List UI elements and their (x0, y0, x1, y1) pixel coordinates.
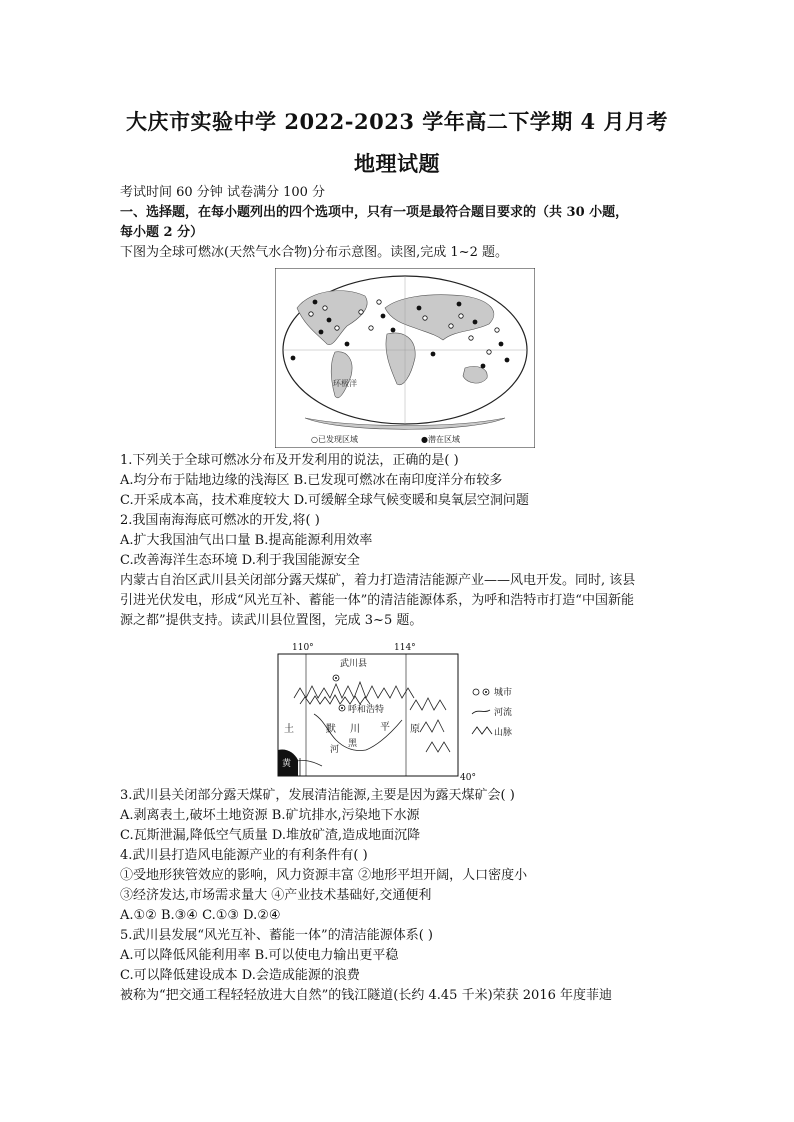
province-label: 黄 (282, 759, 292, 769)
river-char-label: 河 (330, 745, 340, 755)
plain-char-2: 默 (326, 724, 336, 735)
plain-char-3: 川 (350, 724, 360, 735)
longitude-right-label: 114° (394, 643, 416, 653)
question-3-options-cd: C.瓦斯泄漏,降低空气质量 D.堆放矿渣,造成地面沉降 (120, 828, 421, 843)
question-5-options-ab: A.可以降低风能利用率 B.可以使电力输出更平稳 (120, 948, 399, 963)
question-4-items-34: ③经济发达,市场需求量大 ④产业技术基础好,交通便利 (120, 888, 432, 903)
intro-text-2-line3: 源之都”提供支持。读武川县位置图，完成 3~5 题。 (120, 613, 423, 628)
legend-river-icon (472, 710, 490, 714)
city-hohhot-marker (339, 705, 345, 711)
intro-text-2-line1: 内蒙古自治区武川县关闭部分露天煤矿，着力打造清洁能源产业——风电开发。同时, 该县 (120, 573, 636, 588)
section-heading-line1: 一、选择题，在每小题列出的四个选项中，只有一项是最符合题目要求的（共 30 小题， (120, 205, 629, 220)
question-4-items-12: ①受地形狭管效应的影响，风力资源丰富 ②地形平坦开阔，人口密度小 (120, 868, 528, 883)
question-1-stem: 1.下列关于全球可燃冰分布及开发利用的说法，正确的是( ) (120, 453, 459, 468)
question-5-options-cd: C.可以降低建设成本 D.会造成能源的浪费 (120, 968, 360, 983)
legend-found: ○已发现区域 (311, 435, 358, 444)
question-2-stem: 2.我国南海海底可燃冰的开发,将( ) (120, 513, 320, 528)
question-2-options-cd: C.改善海洋生态环境 D.利于我国能源安全 (120, 553, 360, 568)
exam-title: 大庆市实验中学 2022-2023 学年高二下学期 4 月月考 (126, 109, 668, 134)
legend-city-label: 城市 (494, 688, 513, 698)
ocean-label: 环极洋 (333, 379, 357, 388)
intro-text-2-line2: 引进光伏发电，形成“风光互补、蓄能一体”的清洁能源体系，为呼和浩特市打造“中国新能 (120, 593, 634, 608)
legend-mountain-icon (472, 727, 492, 734)
section-heading-line2: 每小题 2 分） (120, 225, 204, 240)
exam-subtitle: 地理试题 (354, 151, 440, 176)
exam-info: 考试时间 60 分钟 试卷满分 100 分 (120, 185, 326, 200)
question-1-options-cd: C.开采成本高，技术难度较大 D.可缓解全球气候变暖和臭氧层空洞问题 (120, 493, 529, 508)
question-3-stem: 3.武川县关闭部分露天煤矿，发展清洁能源,主要是因为露天煤矿会( ) (120, 788, 515, 803)
city-hohhot-label: 呼和浩特 (348, 705, 385, 715)
city-wuchuan-label: 武川县 (340, 659, 368, 669)
question-4-stem: 4.武川县打造风电能源产业的有利条件有( ) (120, 848, 368, 863)
question-3-options-ab: A.剥离表土,破坏土地资源 B.矿坑排水,污染地下水源 (120, 808, 420, 823)
australia-shape (463, 366, 487, 383)
plain-char-5: 原 (410, 724, 420, 735)
plain-char-1: 土 (284, 724, 294, 735)
legend-mountain-label: 山脉 (494, 728, 513, 738)
longitude-left-label: 110° (292, 643, 314, 653)
question-1-options-ab: A.均分布于陆地边缘的浅海区 B.已发现可燃冰在南印度洋分布较多 (120, 473, 503, 488)
plain-char-4: 平 (380, 722, 390, 733)
river-black-label: 黑 (348, 739, 358, 749)
intro-text-1: 下图为全球可燃冰(天然气水合物)分布示意图。读图,完成 1~2 题。 (120, 245, 508, 260)
question-5-stem: 5.武川县发展“风光互补、蓄能一体”的清洁能源体系( ) (120, 928, 433, 943)
legend-city-icon (473, 689, 489, 695)
legend-river-label: 河流 (494, 708, 513, 718)
city-wuchuan-marker (333, 675, 339, 681)
wuchuan-location-map (270, 640, 530, 782)
question-2-options-ab: A.扩大我国油气出口量 B.提高能源利用效率 (120, 533, 373, 548)
question-4-options: A.①② B.③④ C.①③ D.②④ (120, 908, 281, 923)
world-gas-hydrate-map (275, 268, 535, 448)
legend-potential: ●潜在区域 (421, 435, 460, 444)
latitude-label: 40° (460, 773, 476, 782)
intro-text-3: 被称为“把交通工程轻轻放进大自然”的钱江隧道(长约 4.45 千米)荣获 2016 年度菲迪 (120, 988, 612, 1003)
